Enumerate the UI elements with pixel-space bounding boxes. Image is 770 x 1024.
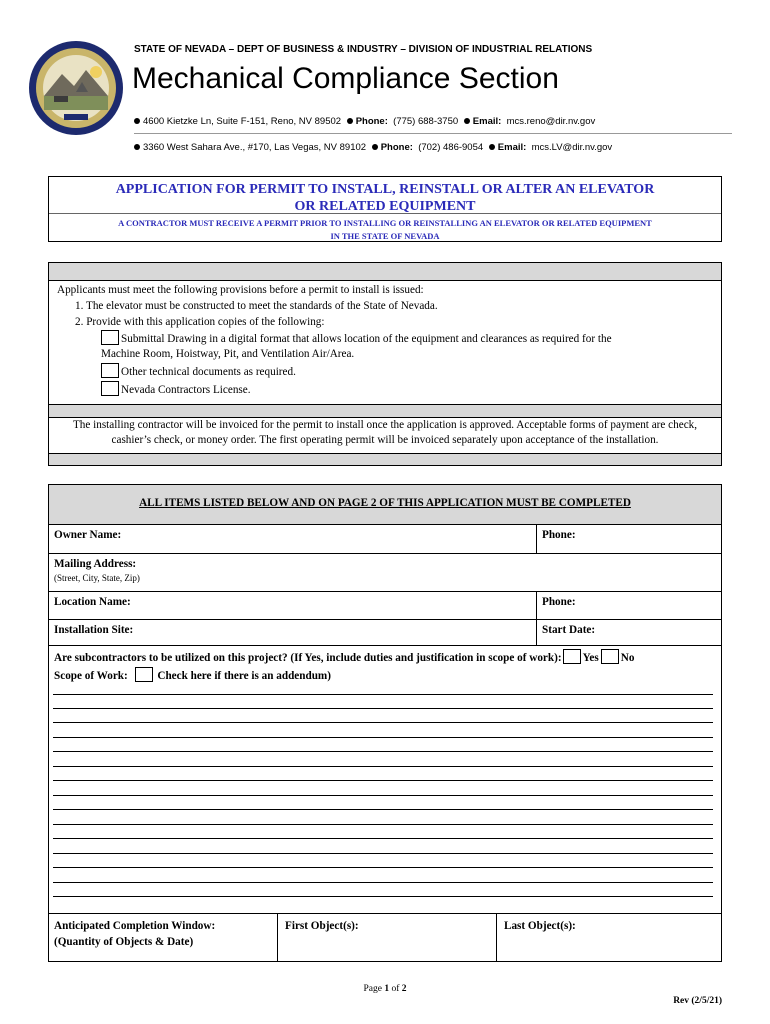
installation-row [49,620,721,646]
bullet-icon [347,118,353,124]
location-phone-field[interactable]: Phone: [542,596,576,608]
no-checkbox[interactable] [601,649,619,664]
permit-requirement-line2: IN THE STATE OF NEVADA [330,231,440,241]
reno-email-label: Email: [472,116,502,127]
application-title-line2: OR RELATED EQUIPMENT [294,199,476,214]
scope-line-14[interactable] [53,882,713,883]
permit-requirement-line1: A CONTRACTOR MUST RECEIVE A PERMIT PRIOR TO INSTALLING OR REINSTALLING AN ELEVATOR OR RELATED EQUIPMENT [118,218,652,228]
column-divider [536,620,537,645]
contractors-license-label: Nevada Contractors License. [121,383,251,396]
provisions-box [48,262,722,466]
provisions-text [49,281,721,401]
first-objects-field[interactable]: First Object(s): [285,920,359,932]
divider [49,213,721,214]
page-number [0,984,770,994]
scope-line-10[interactable] [53,824,713,825]
reno-phone: (775) 688-3750 [393,116,459,127]
scope-label: Scope of Work: [54,670,128,682]
scope-line-11[interactable] [53,838,713,839]
last-objects-field[interactable]: Last Object(s): [504,920,576,932]
scope-line-7[interactable] [53,780,713,781]
completion-window-note: (Quantity of Objects & Date) [54,936,194,948]
subcontractors-question: Are subcontractors to be utilized on this project? (If Yes, include duties and justification in scope of work): [54,652,562,664]
owner-name-field[interactable]: Owner Name: [54,529,122,541]
column-divider [536,525,537,553]
mailing-row [49,554,721,592]
scope-line-2[interactable] [53,708,713,709]
scope-line-1[interactable] [53,694,713,695]
start-date-field[interactable]: Start Date: [542,624,596,636]
scope-line-15[interactable] [53,896,713,897]
application-title-line1: APPLICATION FOR PERMIT TO INSTALL, REINSTALL OR ALTER AN ELEVATOR [115,182,655,197]
completion-row [49,914,721,961]
scope-row [49,646,721,914]
revision-date: Rev (2/5/21) [673,996,722,1006]
scope-line-5[interactable] [53,751,713,752]
contractors-license-checkbox[interactable] [101,381,119,396]
lv-phone: (702) 486-9054 [418,142,484,153]
column-divider [496,914,497,961]
bullet-icon [489,144,495,150]
mailing-address-field[interactable]: Mailing Address: [54,558,137,570]
page-of: of [391,984,400,994]
form-heading-row [49,485,721,525]
no-label: No [620,652,635,664]
location-name-field[interactable]: Location Name: [54,596,131,608]
scope-line-13[interactable] [53,867,713,868]
yes-label: Yes [582,652,599,664]
footer-bar [49,453,721,465]
application-form [48,484,722,962]
divider [134,133,732,134]
agency-line: STATE OF NEVADA – DEPT OF BUSINESS & INDUSTRY – DIVISION OF INDUSTRIAL RELATIONS [134,44,593,55]
addendum-label: Check here if there is an addendum) [157,670,331,682]
reno-address: 4600 Kietzke Ln, Suite F-151, Reno, NV 89502 [143,116,342,127]
scope-line [54,667,331,682]
invoice-notice: The installing contractor will be invoiced for the permit to install once the application is approved. Acceptable forms of payment are check, cashier’s check, or money order. The first operating permit will be invoiced separately upon acceptance of the installation. [72,418,698,447]
addendum-checkbox[interactable] [135,667,153,682]
submittal-drawing-checkbox[interactable] [101,330,119,345]
reno-phone-label: Phone: [355,116,388,127]
owner-row [49,525,721,554]
other-documents-checkbox[interactable] [101,363,119,378]
column-divider [536,592,537,619]
section-title: Mechanical Compliance Section [132,62,559,95]
provisions-intro: Applicants must meet the following provisions before a permit to install is issued: [57,284,424,296]
reno-contact-line [134,116,595,127]
lv-contact-line [134,142,612,153]
bullet-icon [134,118,140,124]
provision-item-2: 2. Provide with this application copies of the following: [75,315,325,328]
bullet-icon [464,118,470,124]
bullet-icon [372,144,378,150]
lv-email-label: Email: [497,142,527,153]
mailing-address-note: (Street, City, State, Zip) [54,573,140,583]
submittal-drawing-label: Submittal Drawing in a digital format that allows location of the equipment and clearances as required for the [121,333,612,346]
lv-email: mcs.LV@dir.nv.gov [531,142,613,153]
reno-email: mcs.reno@dir.nv.gov [506,116,596,127]
yes-checkbox[interactable] [563,649,581,664]
header-bar [49,263,721,281]
location-row [49,592,721,620]
installation-site-field[interactable]: Installation Site: [54,624,134,636]
page-label: Page [363,984,382,994]
lv-phone-label: Phone: [380,142,413,153]
other-documents-label: Other technical documents as required. [121,365,296,378]
scope-line-3[interactable] [53,722,713,723]
completion-window-label: Anticipated Completion Window: [54,920,216,932]
lv-address: 3360 West Sahara Ave., #170, Las Vegas, NV 89102 [143,142,367,153]
page-current: 1 [384,984,390,994]
scope-line-12[interactable] [53,853,713,854]
scope-line-6[interactable] [53,766,713,767]
page-total: 2 [401,984,407,994]
scope-line-9[interactable] [53,809,713,810]
column-divider [277,914,278,961]
nevada-seal-icon [28,40,124,136]
provision-item-1: 1. The elevator must be constructed to meet the standards of the State of Nevada. [75,299,438,312]
submittal-drawing-label-cont: Machine Room, Hoistway, Pit, and Ventilation Air/Area. [101,348,355,361]
bullet-icon [134,144,140,150]
separator-bar [49,404,721,418]
subcontractors-question-line [54,649,634,664]
scope-line-8[interactable] [53,795,713,796]
owner-phone-field[interactable]: Phone: [542,529,576,541]
form-heading: ALL ITEMS LISTED BELOW AND ON PAGE 2 OF THIS APPLICATION MUST BE COMPLETED [139,497,631,509]
scope-line-4[interactable] [53,737,713,738]
application-title-box [48,176,722,242]
